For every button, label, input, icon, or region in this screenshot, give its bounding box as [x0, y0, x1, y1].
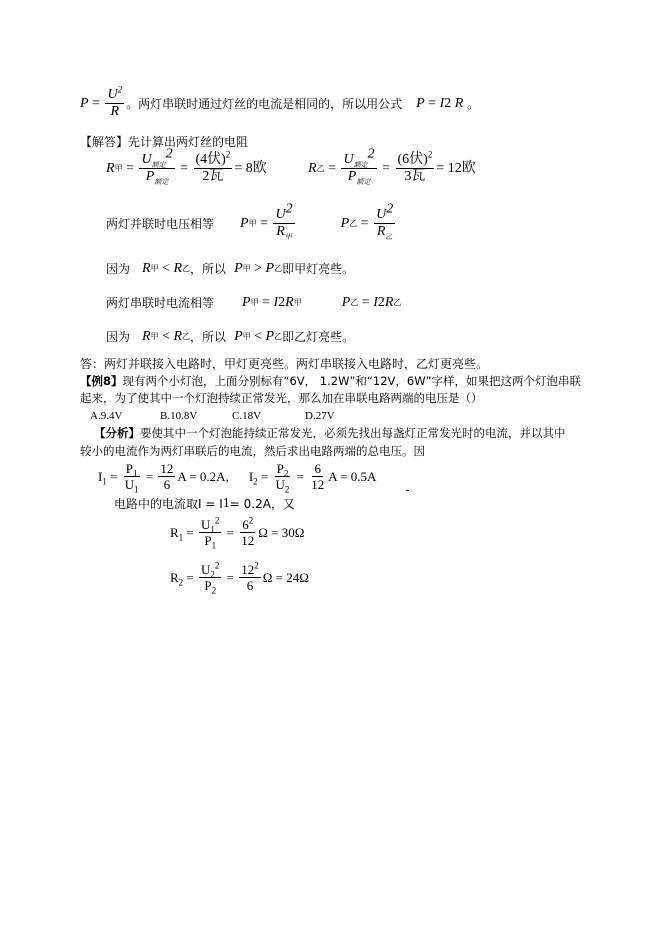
option-b: B.10.8V	[160, 410, 198, 422]
formula-line-1: P = $\frac{U^2}{R}$ 。两灯串联时通过灯丝的电流是相同的，所以用公式 P = I 2 R 。	[80, 84, 480, 119]
r-yi-num: (6伏)	[397, 152, 428, 167]
stray-mark	[406, 490, 409, 491]
r-yi-formula: R 乙 = $\frac{U_{额定}^2}{P_{额定}}$ = $\frac{(6伏)^2}{\text{3瓦}}$ = 12欧	[308, 146, 476, 186]
fraction-u2-over-r: $\frac{U^2}{R}$	[107, 84, 123, 119]
example8-label: 【例8】	[80, 374, 123, 388]
r2-result: Ω = 24Ω	[262, 570, 309, 585]
because-line-1: 因为 R 甲 < R 乙 ，所以 P 甲 > P 乙 即甲灯亮些。	[106, 261, 355, 276]
parallel-text: 两灯并联时电压相等	[106, 216, 215, 231]
analysis-line-a: 【分析】要使其中一个灯泡能持续正常发光，必须先找出每盏灯正常发光时的电流，并以其中	[94, 426, 566, 440]
r2-formula: $R_2$ = $\frac{U_2^2}{P_2}$ = $\frac{12^2}{6}$ Ω = 24Ω	[170, 560, 309, 596]
i2-num: 6	[314, 461, 321, 476]
r-jia-formula: R 甲 = $\frac{U_{额定}^2}{P_{额定}}$ = $\frac{(4伏)^2}{\text{2瓦}}$ = 8欧	[106, 146, 267, 186]
option-c: C.18V	[232, 410, 262, 422]
parallel-line: 两灯并联时电压相等 P 甲 = $\frac{U^2}{R_甲}$ P 乙 = $\frac{U^2}{R_乙}$	[106, 201, 394, 241]
r-yi-den: 3瓦	[404, 169, 426, 184]
series-text: 两灯串联时电流相等	[106, 296, 215, 310]
r-jia-den: 2瓦	[202, 169, 224, 184]
example8-line-b: 起来，为了使其中一个灯泡持续正常发光，那么加在串联电路两端的电压是（）	[80, 391, 483, 405]
option-d: D.27V	[305, 410, 335, 422]
option-a: A.9.4V	[90, 410, 123, 422]
r1-result: Ω = 30Ω	[258, 525, 305, 540]
final-answer: 答：两灯并联接入电路时，甲灯更亮些。两灯串联接入电路时，乙灯更亮些。	[80, 357, 489, 371]
analysis-label: 【分析】	[94, 426, 140, 440]
i2-den: 12	[311, 477, 325, 492]
line1-text: 。两灯串联时通过灯丝的电流是相同的，所以用公式	[126, 96, 403, 111]
r1-formula: $R_1$ = $\frac{U_1^2}{P_1}$ = $\frac{6^2}{12}$ Ω = 30Ω	[170, 515, 305, 551]
current-formulas: $I_1$ = $\frac{P_1}{U_1}$ = $\frac{12}{6}$ A = 0.2A, $I_2$ = $\frac{P_2}{U_2}$ = $\frac{6}{12}$ A = 0.5A	[98, 461, 377, 495]
answer-heading: 【解答】先计算出两灯丝的电阻	[80, 135, 249, 149]
r-jia-num: (4伏)	[195, 152, 226, 167]
i2-result: A = 0.5A	[328, 469, 377, 484]
r-yi-result: = 12欧	[436, 160, 476, 176]
i1-result: A = 0.2A,	[177, 469, 229, 484]
series-line: 两灯串联时电流相等 P 甲 = I 2 R 甲 P 乙 = I 2 R 乙	[106, 295, 402, 310]
because-line-2: 因为 R 甲 < R 乙 ，所以 P 甲 < P 乙 即乙灯亮些。	[106, 329, 355, 344]
i1-num: 12	[160, 461, 174, 476]
example8-line-a: 【例8】现有两个小灯泡，上面分别标有“6V， 1.2W”和“12V，6W”字样，如果把这两个灯泡串联	[80, 374, 582, 388]
circuit-current-line: 电路中的电流取I = I 1 = 0.2A，又	[114, 496, 295, 511]
r-jia-result: = 8欧	[234, 160, 267, 176]
analysis-line-b: 较小的电流作为两灯串联后的电流，然后求出电路两端的总电压。因	[80, 444, 425, 458]
i1-den: 6	[163, 477, 171, 492]
